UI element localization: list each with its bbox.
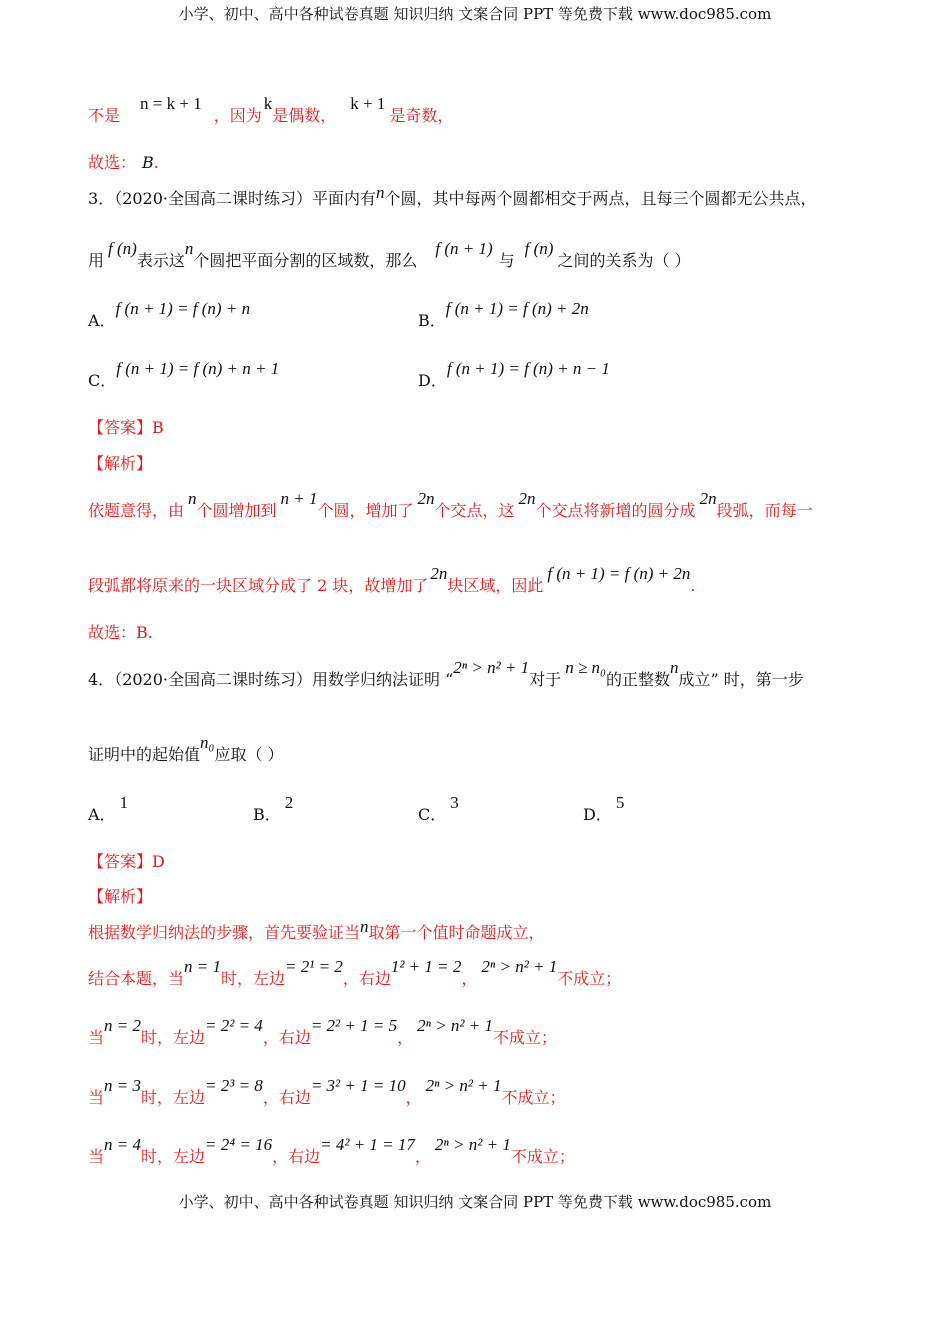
text: ，右边 [262, 1028, 311, 1047]
math: k [263, 94, 273, 113]
text: 时，左边 [221, 969, 286, 988]
math: 2n [699, 489, 717, 508]
text: 个圆把平面分割的区域数，那么 [193, 251, 418, 270]
option-label: A． [88, 311, 116, 330]
text: 时，左边 [141, 1147, 206, 1166]
math: n = 4 [104, 1135, 141, 1154]
q4-explanation-line1 [88, 917, 545, 943]
option-math: f (n + 1) = f (n) + n [115, 299, 251, 318]
q4-explanation-line5 [88, 1135, 575, 1167]
text: 不成立； [510, 1147, 575, 1166]
math: 2ⁿ > n² + 1 [417, 1016, 494, 1035]
math: 2n [417, 489, 435, 508]
math: f (n + 1) [435, 239, 493, 258]
text: ，右边 [342, 969, 391, 988]
math: f (n) [108, 239, 137, 258]
text: . [153, 153, 159, 172]
text: 不成立； [493, 1028, 558, 1047]
text: 结合本题，当 [88, 969, 185, 988]
math: f (n) [524, 239, 554, 258]
text: 不成立； [557, 969, 622, 988]
math: n₀ [200, 733, 215, 752]
text: 应取（ ） [214, 745, 284, 764]
math: 2n [430, 564, 448, 583]
q4-option-a [88, 793, 129, 825]
text: （2020·全国高二课时练习）用数学归纳法证明 “ [114, 670, 454, 689]
q4-option-c [418, 793, 459, 825]
math: 1² + 1 = 2 [390, 957, 462, 976]
text: 故选： [88, 153, 137, 172]
text: 取第一个值时命题成立， [368, 923, 545, 942]
option-math: f (n + 1) = f (n) + n + 1 [116, 359, 280, 378]
q3-option-d [418, 359, 610, 391]
text: 个交点将新增的圆分成 [535, 501, 696, 520]
option-math: f (n + 1) = f (n) + 2n [445, 299, 589, 318]
text: ， [405, 1088, 422, 1107]
text: ，右边 [262, 1088, 311, 1107]
math: 2ⁿ > n² + 1 [453, 658, 530, 677]
q4-analysis-heading: 【解析】 [88, 887, 153, 906]
text: 块区域，因此 [447, 576, 544, 595]
option-label: A． [88, 805, 116, 824]
text: 用 [88, 251, 105, 270]
text: . [690, 576, 696, 595]
q3-choose: 故选：B. [88, 623, 153, 642]
text: 当 [88, 1028, 105, 1047]
text: ，右边 [272, 1147, 321, 1166]
q4-option-b [253, 793, 294, 825]
option-value: 2 [284, 793, 294, 812]
math: n [669, 658, 679, 677]
option-label: C． [88, 371, 117, 390]
page-header: 小学、初中、高中各种试卷真题 知识归纳 文案合同 PPT 等免费下载 www.doc985.com [178, 5, 772, 23]
q3-analysis-heading: 【解析】 [88, 454, 153, 473]
text: 根据数学归纳法的步骤，首先要验证当 [88, 923, 361, 942]
text: 个交点，这 [434, 501, 515, 520]
option-label: B． [253, 805, 281, 824]
text: 对于 [529, 670, 562, 689]
option-label: C． [418, 805, 447, 824]
answer-value: B [142, 153, 154, 172]
question-number: 4． [88, 670, 115, 689]
math: 2ⁿ > n² + 1 [481, 957, 558, 976]
q3-explanation-line2 [88, 564, 696, 596]
math: n [188, 489, 197, 508]
q3-answer: 【答案】B [88, 418, 164, 437]
text: 之间的关系为（ ） [557, 251, 691, 270]
math: n [184, 239, 194, 258]
math: = 2² + 1 = 5 [310, 1016, 398, 1035]
q3-option-b [418, 299, 589, 331]
option-label: B． [418, 311, 446, 330]
text: 不成立； [501, 1088, 566, 1107]
math: = 2⁴ = 16 [205, 1135, 273, 1154]
text: 个圆，其中每两个圆都相交于两点，且每三个圆都无公共点， [384, 189, 817, 208]
math: = 2¹ = 2 [285, 957, 343, 976]
text: （2020·全国高二课时练习）平面内有 [114, 189, 376, 208]
text: 当 [88, 1088, 105, 1107]
q3-stem [88, 183, 817, 209]
text: 时，左边 [141, 1088, 206, 1107]
text: 当 [88, 1147, 105, 1166]
q3-stem-line2 [88, 239, 691, 271]
text: 不是 [88, 106, 121, 125]
text: 证明中的起始值 [88, 745, 201, 764]
text: 是偶数， [272, 106, 337, 125]
math: n = 3 [104, 1076, 141, 1095]
text: 段弧都将原来的一块区域分成了 2 块，故增加了 [88, 576, 429, 595]
text: 依题意得，由 [88, 501, 185, 520]
option-value: 3 [450, 793, 459, 812]
math: = 2² = 4 [205, 1016, 263, 1035]
math: = 2³ = 8 [205, 1076, 263, 1095]
question-number: 3． [88, 189, 115, 208]
q4-explanation-line2 [88, 957, 622, 989]
q4-explanation-line3 [88, 1016, 558, 1048]
math: 2ⁿ > n² + 1 [425, 1076, 502, 1095]
text: 时，左边 [141, 1028, 206, 1047]
text: ， [397, 1028, 414, 1047]
page-footer: 小学、初中、高中各种试卷真题 知识归纳 文案合同 PPT 等免费下载 www.doc985.com [178, 1193, 772, 1211]
text: 是奇数， [389, 106, 454, 125]
q4-explanation-line4 [88, 1076, 566, 1108]
prev-answer-line [88, 150, 159, 173]
math: 2ⁿ > n² + 1 [434, 1135, 511, 1154]
text: ，因为 [213, 106, 262, 125]
text: 段弧，而每一 [716, 501, 813, 520]
math: = 4² + 1 = 17 [320, 1135, 415, 1154]
text: 与 [498, 251, 515, 270]
math: n = 2 [104, 1016, 141, 1035]
prev-explanation-line [88, 94, 454, 126]
text: 的正整数 [605, 670, 670, 689]
option-label: D． [418, 371, 447, 390]
math: n = 1 [184, 957, 221, 976]
q4-stem [88, 658, 804, 690]
math: n = k + 1 [140, 94, 202, 113]
math: n [376, 183, 385, 202]
math: = 3² + 1 = 10 [310, 1076, 406, 1095]
q4-stem-line2 [88, 733, 284, 765]
q3-explanation-line1 [88, 489, 813, 521]
option-value: 5 [615, 793, 625, 812]
math: k + 1 [350, 94, 386, 113]
text: 成立” 时，第一步 [678, 670, 804, 689]
math: n ≥ n₀ [565, 658, 606, 677]
text: ， [461, 969, 478, 988]
math: f (n + 1) = f (n) + 2n [547, 564, 691, 583]
option-label: D． [583, 805, 612, 824]
text: 个圆增加到 [196, 501, 277, 520]
text: 个圆，增加了 [317, 501, 414, 520]
option-math: f (n + 1) = f (n) + n − 1 [446, 359, 610, 378]
q4-answer: 【答案】D [88, 852, 165, 871]
math: 2n [518, 489, 536, 508]
math: n + 1 [280, 489, 318, 508]
q3-option-c [88, 359, 280, 391]
q3-option-a [88, 299, 251, 331]
q4-option-d [583, 793, 625, 825]
text: 表示这 [136, 251, 185, 270]
math: n [360, 917, 369, 936]
option-value: 1 [119, 793, 129, 812]
text: ， [414, 1147, 431, 1166]
